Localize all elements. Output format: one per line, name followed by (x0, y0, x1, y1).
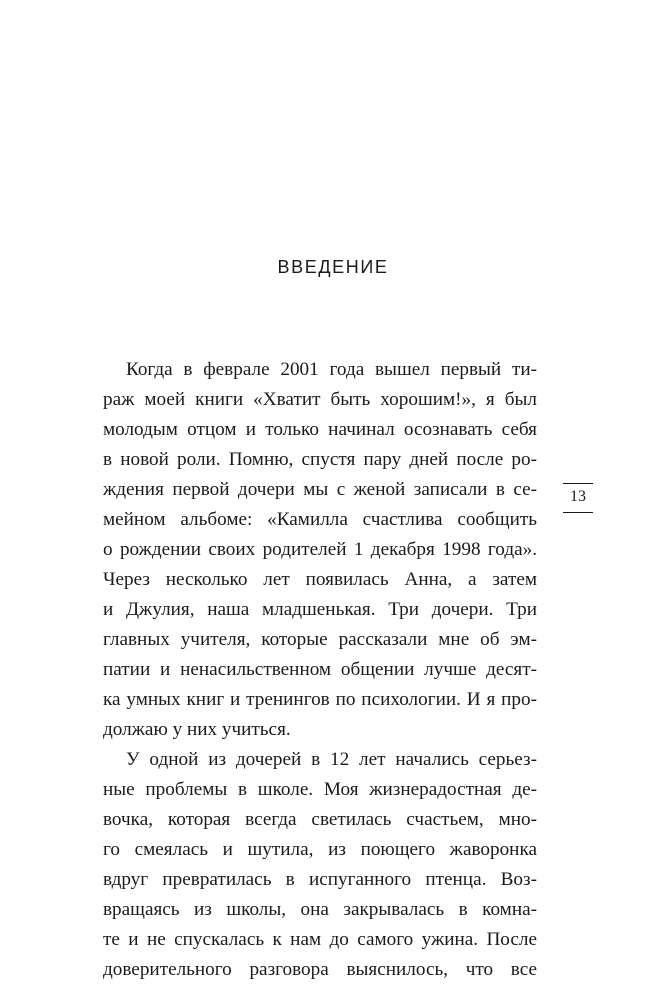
body-text (103, 355, 537, 985)
page-number-rule-bottom (563, 512, 593, 513)
text-line: доверительного разговора выяснилось, что все (103, 959, 537, 980)
text-line: го смеялась и шутила, из поющего жаворонка (103, 839, 537, 860)
text-line: те и не спускалась к нам до самого ужина. После (103, 929, 537, 950)
text-line: о рождении своих родителей 1 декабря 1998 года». (103, 539, 537, 560)
text-line: и Джулия, наша младшенькая. Три дочери. Три (103, 599, 537, 620)
paragraph-2 (103, 745, 537, 985)
text-line: Когда в феврале 2001 года вышел первый ти- (126, 359, 537, 380)
text-line: У одной из дочерей в 12 лет начались серьез- (126, 749, 537, 770)
text-line: мейном альбоме: «Камилла счастлива сообщить (103, 509, 537, 530)
text-line: ка умных книг и тренингов по психологии. И я про- (103, 689, 537, 710)
text-line: патии и ненасильственном общении лучше десят- (103, 659, 537, 680)
text-line: молодым отцом и только начинал осознавать себя (103, 419, 537, 440)
text-line: должаю у них учиться. (103, 719, 291, 740)
text-line: вращаясь из школы, она закрывалась в комна- (103, 899, 537, 920)
paragraph-1 (103, 355, 537, 745)
text-line: ждения первой дочери мы с женой записали в се- (103, 479, 537, 500)
page-number: 13 (570, 488, 586, 505)
text-line: раж моей книги «Хватит быть хорошим!», я был (103, 389, 537, 410)
text-line: вдруг превратилась в испуганного птенца. Воз- (103, 869, 537, 890)
text-line: Через несколько лет появилась Анна, а затем (103, 569, 537, 590)
text-line: в новой роли. Помню, спустя пару дней после ро- (103, 449, 537, 470)
chapter-title: ВВЕДЕНИЕ (277, 257, 389, 278)
page-number-marker (563, 483, 593, 514)
page-number-rule-top (563, 483, 593, 484)
text-line: ные проблемы в школе. Моя жизнерадостная де- (103, 779, 537, 800)
text-line: главных учителя, которые рассказали мне об эм- (103, 629, 537, 650)
text-line: вочка, которая всегда светилась счастьем, мно- (103, 809, 537, 830)
